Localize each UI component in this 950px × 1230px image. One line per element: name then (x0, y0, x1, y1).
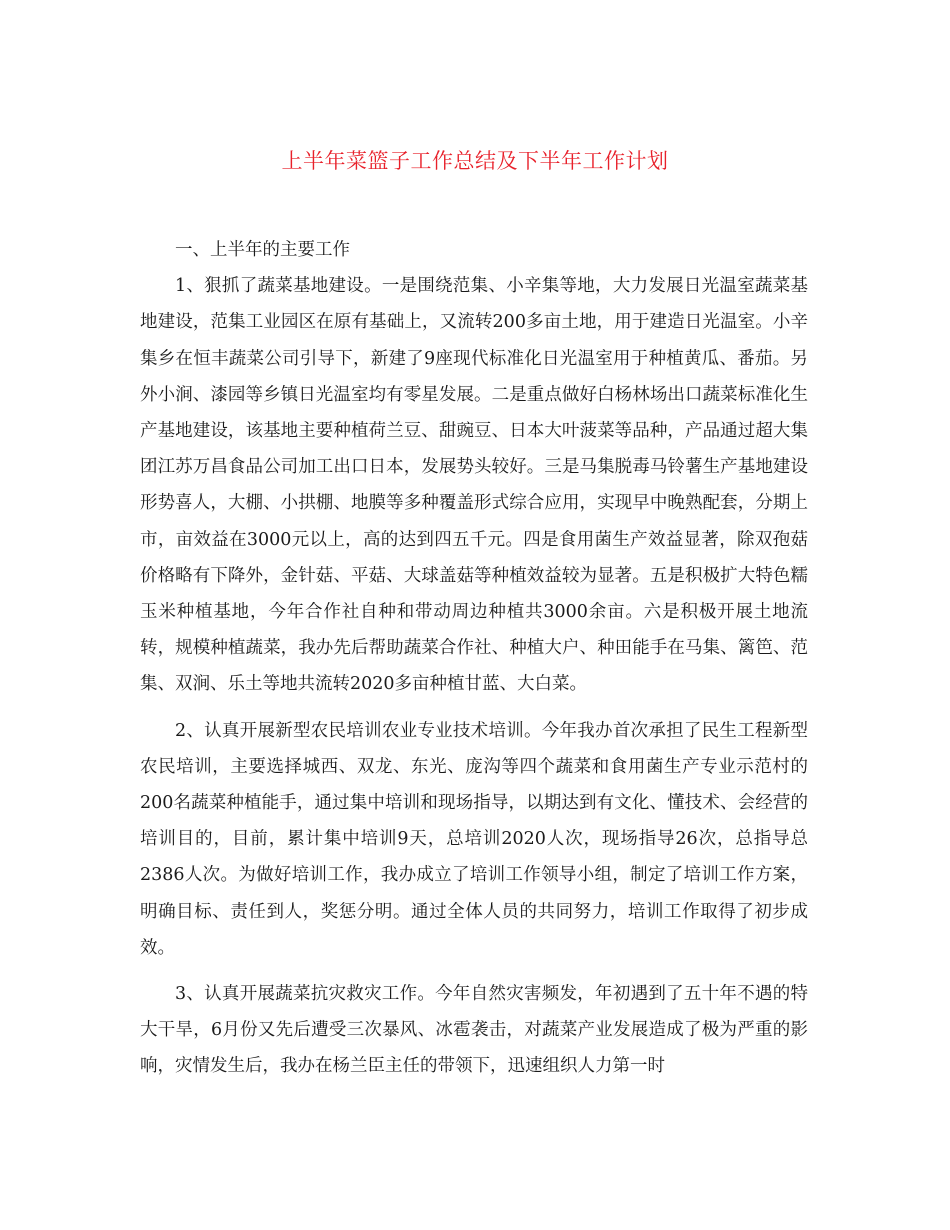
section-heading: 一、上半年的主要工作 (175, 240, 350, 260)
document-title: 上半年菜篮子工作总结及下半年工作计划 (281, 149, 669, 173)
paragraph-3: 3、认真开展蔬菜抗灾救灾工作。今年自然灾害频发，年初遇到了五十年不遇的特大干旱，6月份又先后遭受三次暴风、冰雹袭击，对蔬菜产业发展造成了极为严重的影响，灾情发生后，我办在杨兰臣主任的带领下，迅速组织人力第一时 (140, 984, 808, 1077)
paragraph-1: 1、狠抓了蔬菜基地建设。一是围绕范集、小辛集等地，大力发展日光温室蔬菜基地建设，范集工业园区在原有基础上，又流转200多亩土地，用于建造日光温室。小辛集乡在恒丰蔬菜公司引导下，新建了9座现代标准化日光温室用于种植黄瓜、番茄。另外小涧、漆园等乡镇日光温室均有零星发展。二是重点做好白杨林场出口蔬菜标准化生产基地建设，该基地主要种植荷兰豆、甜豌豆、日本大叶菠菜等品种，产品通过超大集团江苏万昌食品公司加工出口日本，发展势头较好。三是马集脱毒马铃薯生产基地建设形势喜人，大棚、小拱棚、地膜等多种覆盖形式综合应用，实现早中晚熟配套，分期上市，亩效益在3000元以上，高的达到四五千元。四是食用菌生产效益显著，除双孢菇价格略有下降外，金针菇、平菇、大球盖菇等种植效益较为显著。五是积极扩大特色糯玉米种植基地，今年合作社自种和带动周边种植共3000余亩。六是积极开展土地流转，规模种植蔬菜，我办先后帮助蔬菜合作社、种植大户、种田能手在马集、篱笆、范集、双涧、乐土等地共流转2020多亩种植甘蓝、大白菜。 (140, 276, 808, 695)
document-body (140, 232, 808, 1085)
paragraph-2: 2、认真开展新型农民培训农业专业技术培训。今年我办首次承担了民生工程新型农民培训，主要选择城西、双龙、东光、庞沟等四个蔬菜和食用菌生产专业示范村的200名蔬菜种植能手，通过集中培训和现场指导，以期达到有文化、懂技术、会经营的培训目的，目前，累计集中培训9天，总培训2020人次，现场指导26次，总指导总2386人次。为做好培训工作，我办成立了培训工作领导小组，制定了培训工作方案，明确目标、责任到人，奖惩分明。通过全体人员的共同努力，培训工作取得了初步成效。 (140, 720, 808, 958)
